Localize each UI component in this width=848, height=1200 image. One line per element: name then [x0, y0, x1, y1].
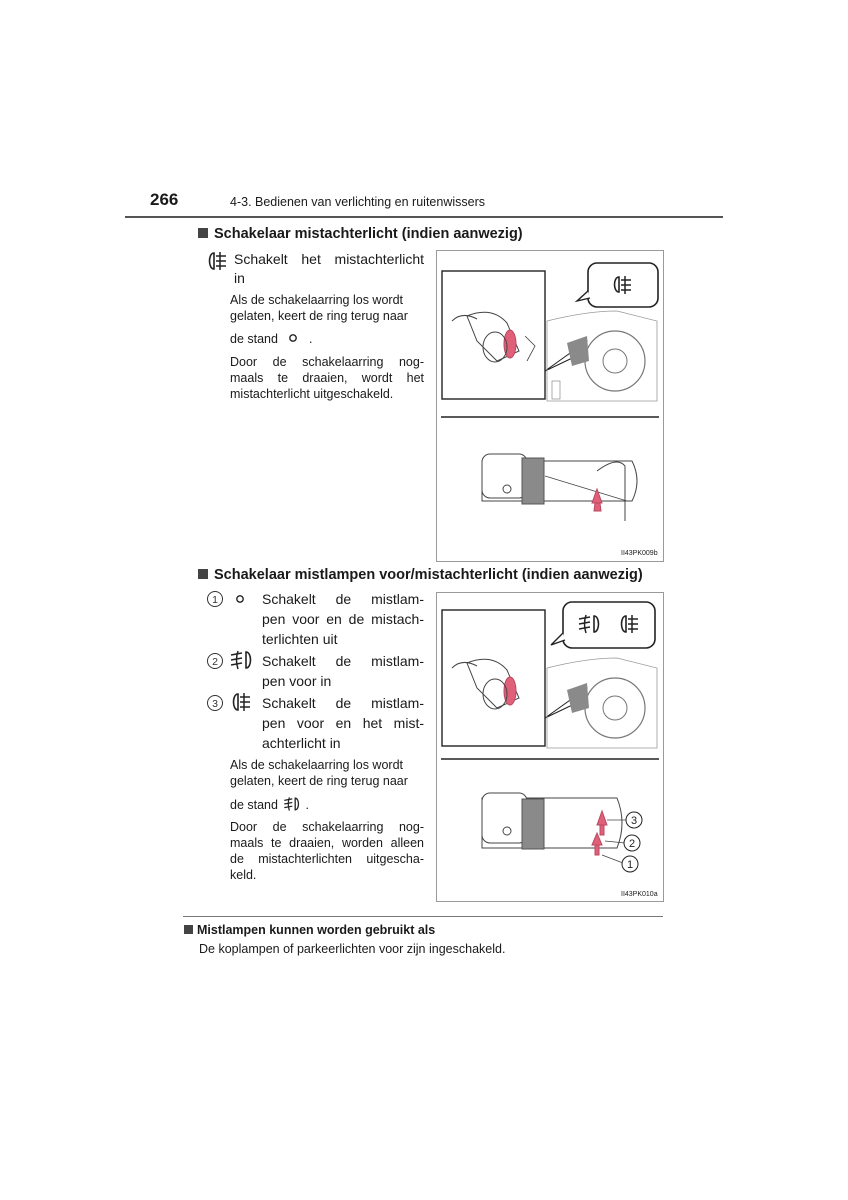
front-fog-icon — [229, 649, 257, 671]
callout-3 — [626, 812, 642, 828]
section2-para2-line4: keld. — [230, 868, 257, 882]
chapter-title: 4-3. Bedienen van verlichting en ruitenwissers — [230, 195, 485, 209]
off-position-icon — [281, 332, 305, 344]
section1-para1-line1: Als de schakelaarring los wordt — [230, 293, 403, 307]
note-heading: Mistlampen kunnen worden gebruikt als — [184, 923, 435, 937]
section2-para2-line1: Door de schakelaarring nog- — [230, 820, 424, 834]
circled-number-icon — [206, 694, 224, 712]
section1-para2-line2: maals te draaien, wordt het — [230, 371, 424, 385]
figure-rear-fog-switch — [436, 250, 664, 562]
rear-fog-icon — [205, 250, 233, 272]
section2-item3-line3: achterlicht in — [262, 735, 341, 751]
svg-text:3: 3 — [212, 698, 218, 710]
section2-item1-line3: terlichten uit — [262, 631, 338, 647]
figure-front-rear-fog-switch — [436, 592, 664, 902]
off-position-icon — [231, 591, 249, 607]
circled-number-icon — [206, 652, 224, 670]
section2-item2-line1: Schakelt de mistlam- — [262, 653, 424, 669]
figure-illustration — [437, 251, 663, 561]
front-fog-icon — [281, 796, 305, 812]
svg-text:1: 1 — [212, 594, 218, 606]
section2-item3-line2: pen voor en het mist- — [262, 715, 424, 731]
callout-2 — [624, 835, 640, 851]
section1-item-text-line2: in — [234, 270, 245, 286]
section2-para2-line3: de mistachterlichten uitgescha- — [230, 852, 424, 866]
section1-heading: Schakelaar mistachterlicht (indien aanwezig) — [198, 226, 523, 242]
bullet-square-icon — [198, 228, 208, 238]
section2-item3-line1: Schakelt de mistlam- — [262, 695, 424, 711]
header-divider — [125, 216, 723, 218]
svg-text:2: 2 — [212, 656, 218, 668]
section1-para1-line3: de stand . — [230, 332, 313, 346]
section2-para2-line2: maals te draaien, worden alleen — [230, 836, 424, 850]
note-text: De koplampen of parkeerlichten voor zijn ingeschakeld. — [199, 942, 506, 956]
section2-heading: Schakelaar mistlampen voor/mistachterlicht (indien aanwezig) — [198, 567, 643, 583]
figure-code: II43PK009b — [621, 550, 658, 557]
figure-code: II43PK010a — [621, 891, 658, 898]
section2-item1-line1: Schakelt de mistlam- — [262, 591, 424, 607]
circled-number-icon — [206, 590, 224, 608]
note-divider — [183, 916, 663, 917]
section2-item2-line2: pen voor in — [262, 673, 332, 689]
section2-para1-line2: gelaten, keert de ring terug naar — [230, 774, 408, 788]
section1-para2-line3: mistachterlicht uitgeschakeld. — [230, 387, 394, 401]
section2-item1-line2: pen voor en de mistach- — [262, 611, 424, 627]
figure-illustration — [437, 593, 663, 901]
section1-item-text-line1: Schakelt het mistachterlicht — [234, 251, 424, 267]
page-number: 266 — [150, 190, 179, 209]
svg-text:3: 3 — [630, 815, 638, 827]
svg-text:1: 1 — [626, 859, 634, 871]
callout-1 — [622, 856, 638, 872]
bullet-square-icon — [184, 925, 193, 934]
section1-para1-line2: gelaten, keert de ring terug naar — [230, 309, 408, 323]
section1-para2-line1: Door de schakelaarring nog- — [230, 355, 424, 369]
section2-para1-line3: de stand . — [230, 798, 309, 812]
bullet-square-icon — [198, 569, 208, 579]
svg-text:2: 2 — [628, 838, 636, 850]
rear-fog-icon — [229, 691, 257, 713]
section2-para1-line1: Als de schakelaarring los wordt — [230, 758, 403, 772]
